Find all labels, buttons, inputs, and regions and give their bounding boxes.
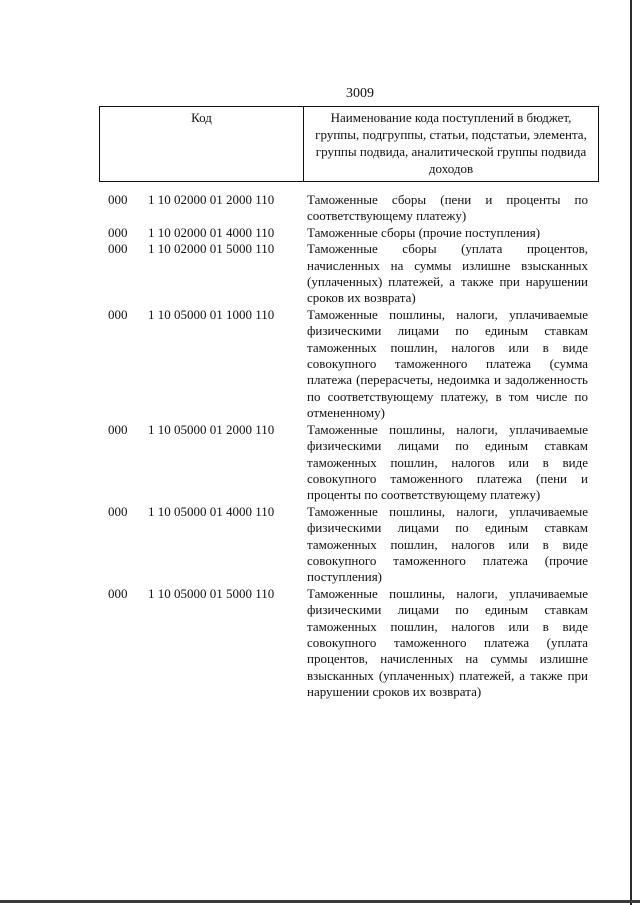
table-header [99, 106, 599, 182]
table-row [108, 241, 588, 307]
budget-code: 1 10 05000 01 5000 110 [148, 585, 275, 601]
admin-code: 000 [108, 503, 128, 519]
table-row [108, 225, 588, 241]
admin-code: 000 [108, 224, 128, 240]
admin-code: 000 [108, 241, 128, 257]
scan-edge-right [630, 0, 632, 905]
column-header-code: Код [100, 107, 304, 182]
budget-code: 1 10 02000 01 5000 110 [148, 241, 275, 257]
page-number: 3009 [346, 86, 374, 101]
admin-code: 000 [108, 421, 128, 437]
column-header-name: Наименование кода поступлений в бюджет, группы, подгруппы, статьи, подстатьи, элемента, группы подвида, аналитической группы подвида доходов [304, 107, 599, 182]
table-row [108, 422, 588, 504]
table-row [108, 307, 588, 422]
table-row [108, 192, 588, 225]
admin-code: 000 [108, 192, 128, 207]
table-row [108, 504, 588, 586]
admin-code: 000 [108, 306, 128, 322]
income-name: Таможенные пошлины, налоги, уплачиваемые физическими лицами по единым ставкам таможенных пошлин, налогов или в виде совокупного таможенного платежа (уплата процентов, начисленных на суммы излишне взысканных (уплаченных) платежей, а также при нарушении сроков их возврата) [307, 585, 588, 700]
code-list [108, 192, 588, 701]
scan-edge-bottom [0, 900, 640, 903]
income-name: Таможенные сборы (прочие поступления) [307, 224, 541, 240]
budget-code: 1 10 05000 01 1000 110 [148, 306, 275, 322]
budget-code: 1 10 05000 01 2000 110 [148, 421, 275, 437]
income-name: Таможенные пошлины, налоги, уплачиваемые физическими лицами по единым ставкам таможенных пошлин, налогов или в виде совокупного таможенного платежа (прочие поступления) [307, 503, 588, 585]
admin-code: 000 [108, 585, 128, 601]
income-name: Таможенные сборы (уплата процентов, начисленных на суммы излишне взысканных (уплаченных) платежей, а также при нарушении сроков их возврата) [307, 241, 588, 306]
budget-code: 1 10 05000 01 4000 110 [148, 503, 275, 519]
income-name: Таможенные пошлины, налоги, уплачиваемые физическими лицами по единым ставкам таможенных пошлин, налогов или в виде совокупного таможенного платежа (сумма платежа (перерасчеты, недоимка и задолженность по соответствующему платежу, в том числе по отмененному) [307, 306, 588, 421]
table-row [108, 586, 588, 701]
budget-code: 1 10 02000 01 2000 110 [148, 192, 275, 207]
income-name: Таможенные пошлины, налоги, уплачиваемые физическими лицами по единым ставкам таможенных пошлин, налогов или в виде совокупного таможенного платежа (пени и проценты по соответствующему платежу) [307, 421, 588, 503]
budget-code: 1 10 02000 01 4000 110 [148, 224, 275, 240]
income-name: Таможенные сборы (пени и проценты по соответствующему платежу) [307, 192, 588, 224]
